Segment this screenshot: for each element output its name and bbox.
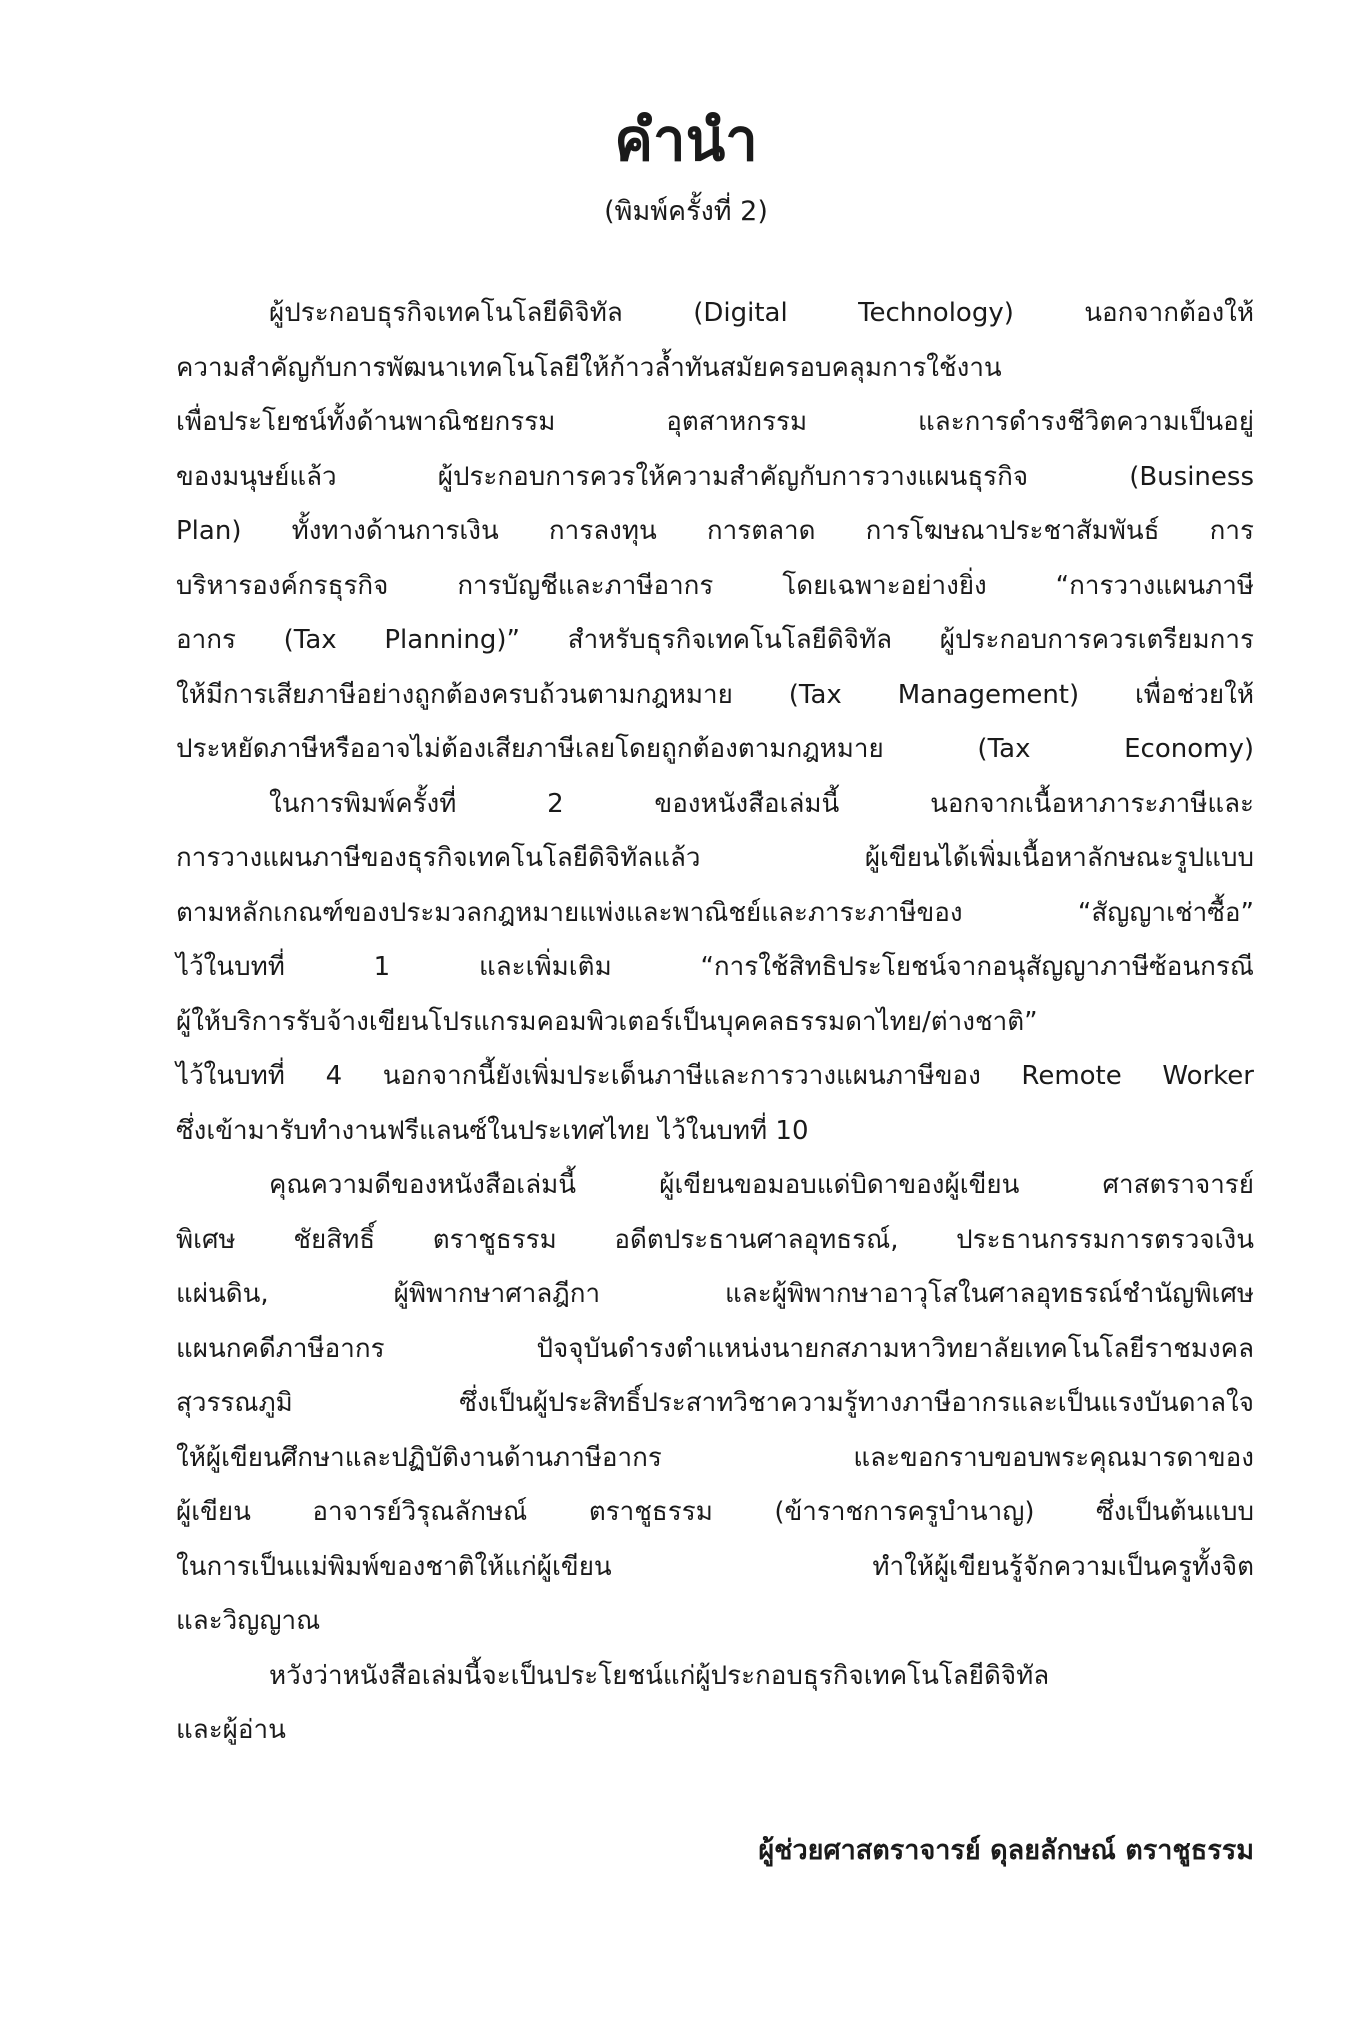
paragraph-2 [176, 777, 1254, 1159]
text-line: ความสำคัญกับการพัฒนาเทคโนโลยีให้ก้าวล้ำทันสมัยครอบคลุมการใช้งาน [176, 352, 1002, 383]
text-line: พิเศษ ชัยสิทธิ์ ตราชูธรรม อดีตประธานศาลอุทธรณ์, ประธานกรรมการตรวจเงิน [176, 1224, 1254, 1255]
text-line: และผู้อ่าน [176, 1715, 286, 1745]
preface-body [176, 286, 1254, 1758]
paragraph-3 [176, 1158, 1254, 1649]
text-line: แผ่นดิน, ผู้พิพากษาศาลฎีกา และผู้พิพากษาอาวุโสในศาลอุทธรณ์ชำนัญพิเศษ [176, 1279, 1254, 1309]
text-line: และวิญญาณ [176, 1606, 321, 1636]
text-line: บริหารองค์กรธุรกิจ การบัญชีและภาษีอากร โดยเฉพาะอย่างยิ่ง “การวางแผนภาษี [176, 570, 1254, 601]
paragraph-4 [176, 1649, 1254, 1758]
text-line: ผู้ประกอบธุรกิจเทคโนโลยีดิจิทัล (Digital Technology) นอกจากต้องให้ [269, 298, 1254, 328]
text-line: ในการพิมพ์ครั้งที่ 2 ของหนังสือเล่มนี้ นอกจากเนื้อหาภาระภาษีและ [269, 788, 1254, 819]
text-line: ซึ่งเข้ามารับทำงานฟรีแลนซ์ในประเทศไทย ไว้ในบทที่ 10 [176, 1115, 809, 1146]
text-line: Plan) ทั้งทางด้านการเงิน การลงทุน การตลาด การโฆษณาประชาสัมพันธ์ การ [176, 516, 1254, 546]
text-line: แผนกคดีภาษีอากร ปัจจุบันดำรงตำแหน่งนายกสภามหาวิทยาลัยเทคโนโลยีราชมงคล [176, 1333, 1254, 1364]
text-line: ของมนุษย์แล้ว ผู้ประกอบการควรให้ความสำคัญกับการวางแผนธุรกิจ (Business [176, 461, 1254, 492]
text-line: อากร (Tax Planning)” สำหรับธุรกิจเทคโนโลยีดิจิทัล ผู้ประกอบการควรเตรียมการ [176, 625, 1254, 655]
paragraph-1 [176, 286, 1254, 777]
text-line: ในการเป็นแม่พิมพ์ของชาติให้แก่ผู้เขียน ทำให้ผู้เขียนรู้จักความเป็นครูทั้งจิต [176, 1551, 1254, 1582]
text-line: สุวรรณภูมิ ซึ่งเป็นผู้ประสิทธิ์ประสาทวิชาความรู้ทางภาษีอากรและเป็นแรงบันดาลใจ [176, 1388, 1254, 1418]
text-line: ประหยัดภาษีหรืออาจไม่ต้องเสียภาษีเลยโดยถูกต้องตามกฎหมาย (Tax Economy) [176, 734, 1254, 764]
text-line: หวังว่าหนังสือเล่มนี้จะเป็นประโยชน์แก่ผู้ประกอบธุรกิจเทคโนโลยีดิจิทัล [269, 1660, 1050, 1691]
text-line: ให้มีการเสียภาษีอย่างถูกต้องครบถ้วนตามกฎหมาย (Tax Management) เพื่อช่วยให้ [176, 679, 1254, 710]
edition-subtitle: (พิมพ์ครั้งที่ 2) [604, 196, 768, 227]
text-line: ให้ผู้เขียนศึกษาและปฏิบัติงานด้านภาษีอากร และขอกราบขอบพระคุณมารดาของ [176, 1442, 1254, 1473]
text-line: เพื่อประโยชน์ทั้งด้านพาณิชยกรรม อุตสาหกรรม และการดำรงชีวิตความเป็นอยู่ [176, 407, 1254, 437]
text-line: ไว้ในบทที่ 4 นอกจากนี้ยังเพิ่มประเด็นภาษีและการวางแผนภาษีของ Remote Worker [176, 1061, 1254, 1091]
text-line: ผู้ให้บริการรับจ้างเขียนโปรแกรมคอมพิวเตอร์เป็นบุคคลธรรมดาไทย/ต่างชาติ” [176, 1006, 1038, 1037]
author-signature: ผู้ช่วยศาสตราจารย์ ดุลยลักษณ์ ตราชูธรรม [758, 1835, 1254, 1866]
text-line: ไว้ในบทที่ 1 และเพิ่มเติม “การใช้สิทธิประโยชน์จากอนุสัญญาภาษีซ้อนกรณี [176, 952, 1254, 982]
text-line: ตามหลักเกณฑ์ของประมวลกฎหมายแพ่งและพาณิชย์และภาระภาษีของ “สัญญาเช่าซื้อ” [176, 897, 1254, 928]
text-line: ผู้เขียน อาจารย์วิรุณลักษณ์ ตราชูธรรม (ข้าราชการครูบำนาญ) ซึ่งเป็นต้นแบบ [176, 1497, 1254, 1527]
text-line: คุณความดีของหนังสือเล่มนี้ ผู้เขียนขอมอบแด่บิดาของผู้เขียน ศาสตราจารย์ [269, 1170, 1254, 1200]
page-title: คำนำ [614, 106, 758, 174]
text-line: การวางแผนภาษีของธุรกิจเทคโนโลยีดิจิทัลแล้ว ผู้เขียนได้เพิ่มเนื้อหาลักษณะรูปแบบ [176, 843, 1254, 873]
